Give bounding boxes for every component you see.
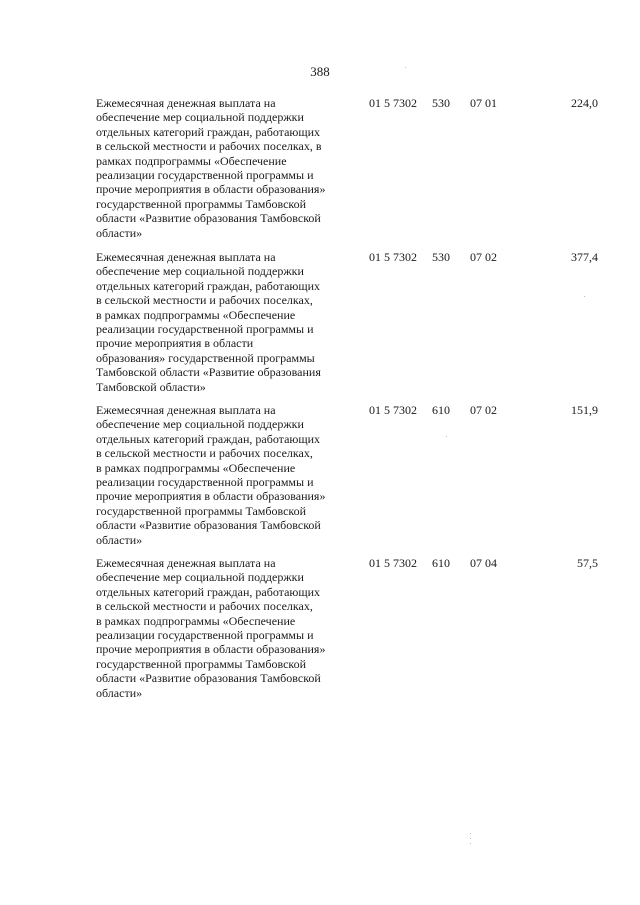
row-description: Ежемесячная денежная выплата на обеспечение мер социальной поддержки отдельных категорий граждан, работающих в сельской местности и рабочих поселках, в рамках подпрограммы «Обеспечение реализации государственной программы и прочие мероприятия в области образования» государственной программы Тамбовской области «Развитие образования Тамбовской области» — [96, 403, 326, 547]
row-description: Ежемесячная денежная выплата на обеспечение мер социальной поддержки отдельных категорий граждан, работающих в сельской местности и рабочих поселках, в рамках подпрограммы «Обеспечение реализации государственной программы и прочие мероприятия в области образования» государственной программы Тамбовской области «Развитие образования Тамбовской области» — [96, 96, 326, 240]
scan-speck — [446, 436, 447, 437]
row-amount: 151,9 — [571, 403, 598, 417]
row-amount: 377,4 — [571, 250, 598, 264]
row-amount: 57,5 — [577, 556, 598, 570]
row-expense-type: 610 — [432, 556, 450, 570]
page-number: 388 — [310, 64, 330, 79]
scan-speck — [470, 838, 471, 839]
row-description: Ежемесячная денежная выплата на обеспечение мер социальной поддержки отдельных категорий граждан, работающих в сельской местности и рабочих поселках, в рамках подпрограммы «Обеспечение реализации государственной программы и прочие мероприятия в области образования» государственной программы Тамбовской области «Развитие образования Тамбовской области» — [96, 250, 321, 394]
row-target-code: 01 5 7302 — [369, 250, 417, 264]
row-section-code: 07 02 — [470, 250, 497, 264]
row-target-code: 01 5 7302 — [369, 556, 417, 570]
scan-speck — [470, 833, 471, 834]
row-target-code: 01 5 7302 — [369, 96, 417, 110]
row-section-code: 07 01 — [470, 96, 497, 110]
row-description: Ежемесячная денежная выплата на обеспечение мер социальной поддержки отдельных категорий граждан, работающих в сельской местности и рабочих поселках, в рамках подпрограммы «Обеспечение реализации государственной программы и прочие мероприятия в области образования» государственной программы Тамбовской области «Развитие образования Тамбовской области» — [96, 556, 326, 700]
scan-speck — [470, 843, 471, 844]
scan-speck — [584, 296, 585, 297]
row-target-code: 01 5 7302 — [369, 403, 417, 417]
row-section-code: 07 04 — [470, 556, 497, 570]
row-expense-type: 530 — [432, 96, 450, 110]
row-expense-type: 610 — [432, 403, 450, 417]
scan-speck — [405, 67, 406, 68]
row-section-code: 07 02 — [470, 403, 497, 417]
row-expense-type: 530 — [432, 250, 450, 264]
row-amount: 224,0 — [571, 96, 598, 110]
